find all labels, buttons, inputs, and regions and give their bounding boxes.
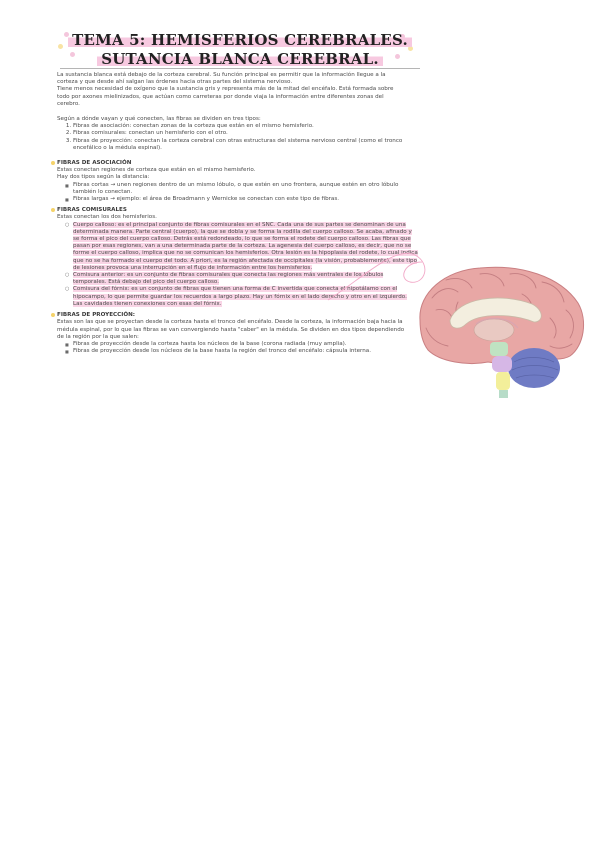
highlighted-text: Comisura anterior: es un conjunto de fibras comisurales que conecta las regiones más ventrales de los lóbulos temporales. Está debajo del pico del cuerpo calloso. bbox=[73, 272, 384, 286]
intro-paragraph-1: La sustancia blanca está debajo de la corteza cerebral. Su función principal es permitir que la información llegue a la corteza y que desde ahí salgan las órdenes hacia otras partes del sistema nervioso. bbox=[57, 72, 386, 86]
bullet-marker bbox=[51, 161, 55, 165]
proyeccion-list bbox=[57, 341, 407, 355]
list-item bbox=[73, 286, 418, 308]
list-item: ■ Fibras de proyección desde los núcleos de la base hasta la región del tronco del encéfalo: cápsula interna. bbox=[73, 348, 407, 355]
comisurales-lead: Estas conectan los dos hemisferios. bbox=[57, 214, 157, 221]
list-item: ■ Fibras cortas → unen regiones dentro de un mismo lóbulo, o que estén en uno frontera, aunque estén en otro lóbulo también lo conectan. bbox=[73, 182, 407, 196]
list-item: 2. Fibras comisurales: conectan un hemisferio con el otro. bbox=[73, 130, 407, 137]
asociacion-line: Hay dos tipos según la distancia: bbox=[57, 174, 150, 181]
comisurales-list bbox=[57, 222, 418, 308]
heading-text: FIBRAS COMISURALES bbox=[57, 207, 127, 214]
brainstem-midbrain bbox=[490, 342, 508, 356]
list-item bbox=[73, 272, 418, 286]
heading-text: FIBRAS DE PROYECCIÓN: bbox=[57, 312, 135, 319]
classification-list bbox=[57, 123, 407, 152]
asociacion-line: Estas conectan regiones de corteza que están en el mismo hemisferio. bbox=[57, 167, 256, 174]
brainstem-medulla bbox=[496, 372, 510, 390]
heading-text: FIBRAS DE ASOCIACIÓN bbox=[57, 160, 132, 167]
proyeccion-lead: Estas son las que se proyectan desde la corteza hasta el tronco del encéfalo. Desde la corteza, la información baja hacia la médula espinal, por lo que las fibras se van convergiendo hasta "caber" en la médula. Se dividen en dos tipos dependiendo de la región por la que salen: bbox=[57, 319, 405, 340]
document-body bbox=[57, 72, 418, 355]
list-item: 1. Fibras de asociación: conectan zonas de la corteza que están en el mismo hemisferio. bbox=[73, 123, 407, 130]
title-line-2: SUTANCIA BLANCA CEREBRAL. bbox=[97, 50, 383, 68]
highlighted-text: Cuerpo calloso: es el principal conjunto de fibras comisurales en el SNC. Cada una de sus partes se denominan de una determinada manera. Parte central (cuerpo), la que se dobla y se forma la rodilla del cuerpo calloso. Se acaba, afinado y se forma el pico del cuerpo calloso. Detrás está redondeado, lo que se forma el rodete del cuerpo calloso. Las fibras que pasan por esas regiones, van a una determinada parte de la corteza. La agenesia del cuerpo calloso, es decir, que no se forme el cuerpo calloso, implica que no se comunican los hemisferios. Otra lesión es la hipoplasia del rodete, lo cual indica que no se ha formado el cuerpo del todo. A priori, es la región afectada de occipitales (la visión, probablemente), este tipo de lesiones provoca una interrupción en el flujo de información entre los hemisferios. bbox=[73, 221, 418, 271]
highlighted-text: Comisura del fórnix: es un conjunto de fibras que tienen una forma de C invertida que conecta el hipotálamo con el hipocampo, lo que permite guardar los recuerdos a largo plazo. Hay un fórnix en el lado derecho y otro en el izquierdo. Las cavidades tienen conexiones con esas del fórnix. bbox=[73, 286, 407, 307]
thalamus bbox=[474, 319, 514, 341]
asociacion-list bbox=[57, 182, 407, 204]
classification-lead: Según a dónde vayan y qué conecten, las fibras se dividen en tres tipos: bbox=[57, 116, 261, 123]
intro-paragraph-2: Tiene menos necesidad de oxígeno que la sustancia gris y representa más de la mitad del encéfalo. Está formada sobre todo por axones mielinizados, que actúan como carreteras por donde viaja la información entre diferentes zonas del cerebro. bbox=[57, 86, 394, 107]
list-item: ■ Fibras de proyección desde la corteza hasta los núcleos de la base (corona radiada (muy amplia). bbox=[73, 341, 407, 348]
title-divider bbox=[60, 68, 420, 69]
section-heading-asociacion bbox=[57, 160, 407, 167]
page-title bbox=[60, 30, 420, 68]
title-line-1: TEMA 5: HEMISFERIOS CEREBRALES. bbox=[68, 31, 412, 49]
section-heading-comisurales bbox=[57, 207, 407, 214]
list-item bbox=[73, 222, 418, 272]
brainstem-pons bbox=[492, 356, 512, 372]
section-heading-proyeccion bbox=[57, 312, 407, 319]
list-item: ■ Fibras largas → ejemplo: el área de Broadmann y Wernicke se conectan con este tipo de fibras. bbox=[73, 196, 407, 203]
list-item: 3. Fibras de proyección: conectan la corteza cerebral con otras estructuras del sistema nervioso central (como el tronco encefálico o la médula espinal). bbox=[73, 138, 407, 152]
bullet-marker bbox=[51, 313, 55, 317]
bullet-marker bbox=[51, 208, 55, 212]
spinal-cord bbox=[499, 390, 508, 398]
brain-illustration bbox=[410, 258, 588, 398]
